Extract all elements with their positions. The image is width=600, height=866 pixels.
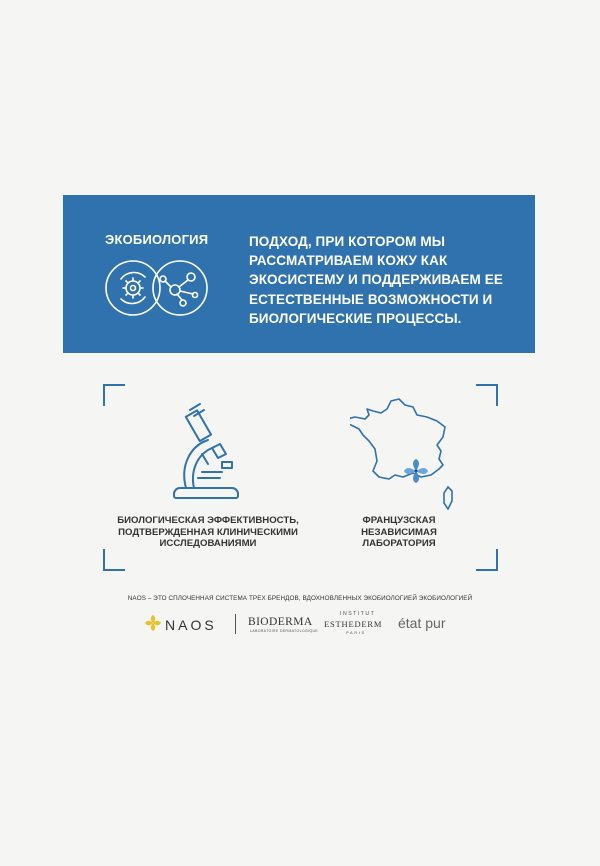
banner-label: ЭКОБИОЛОГИЯ [105,232,209,247]
naos-logo-icon [144,614,162,632]
frame-corner-top-right [476,384,498,406]
laboratory-location-marker [404,459,428,483]
etat-pur-logo: état pur [398,615,446,631]
banner-description: ПОДХОД, ПРИ КОТОРОМ МЫ РАССМАТРИВАЕМ КОЖУ КАК ЭКОСИСТЕМУ И ПОДДЕРЖИВАЕМ ЕЕ ЕСТЕСТВЕННЫЕ ВОЗМОЖНОСТИ И БИОЛОГИЧЕСКИЕ ПРОЦЕССЫ. [249,234,503,326]
logo-separator [235,614,236,634]
esthederm-logo-top: INSTITUT [340,611,376,617]
bioderma-subtitle: LABORATOIRE DERMATOLOGIQUE [250,629,319,633]
feature-text-laboratory: ФРАНЦУЗСКАЯ НЕЗАВИСИМАЯ ЛАБОРАТОРИЯ [361,515,437,549]
feature-text-efficacy: БИОЛОГИЧЕСКАЯ ЭФФЕКТИВНОСТЬ, ПОДТВЕРЖДЕННАЯ КЛИНИЧЕСКИМИ ИССЛЕДОВАНИЯМИ [117,515,299,549]
frame-corner-top-left [103,384,125,406]
frame-corner-bottom-left [103,549,125,571]
esthederm-logo: ESTHEDERM [324,619,383,629]
microscope-icon [172,402,242,502]
ecobiology-banner [63,195,535,353]
esthederm-logo-bottom: PARIS [346,630,366,635]
naos-logo: NAOS [165,617,217,633]
naos-caption: NAOS – ЭТО СПЛОЧЕННАЯ СИСТЕМА ТРЕХ БРЕНДОВ, ВДОХНОВЛЕННЫХ ЭКОБИОЛОГИЕЙ ЭКОБИОЛОГИЕЙ [127,595,473,602]
frame-corner-bottom-right [476,549,498,571]
ecobiology-icon [103,257,211,319]
bioderma-logo: BIODERMA [248,616,313,628]
france-map-icon [350,395,460,510]
